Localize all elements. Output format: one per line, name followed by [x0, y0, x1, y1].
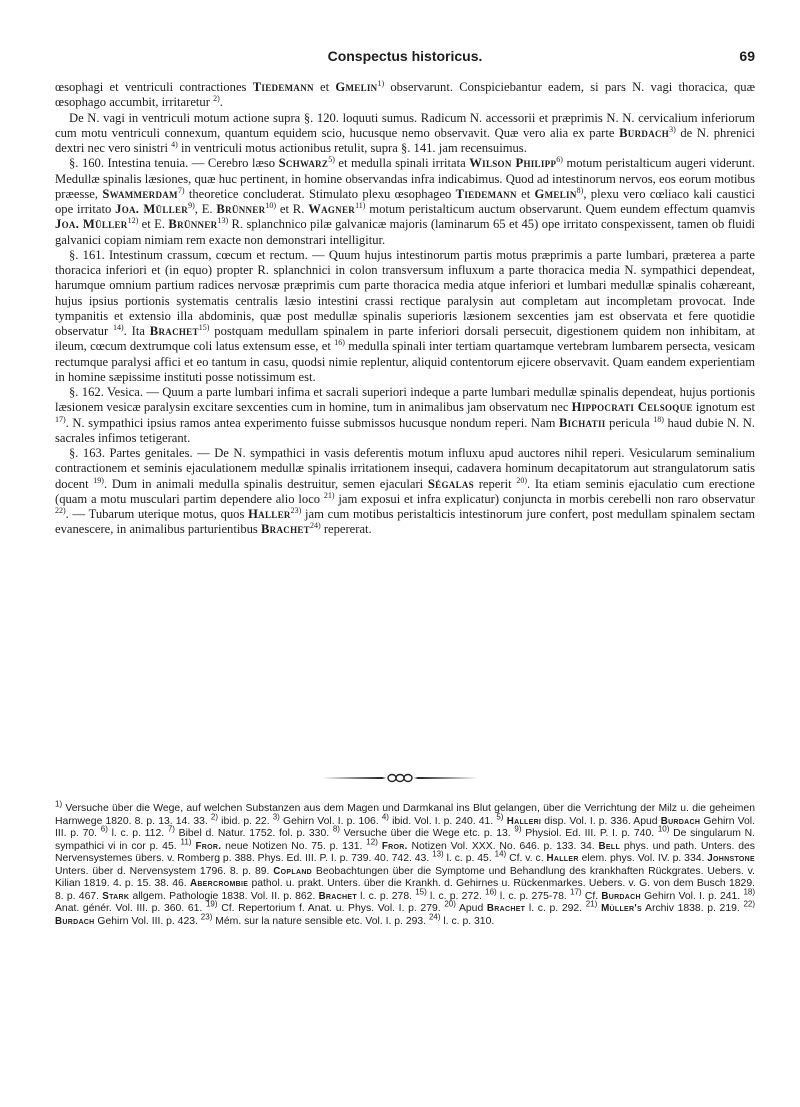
- footnote-ref: 13): [432, 849, 444, 859]
- author-name: Schwarz: [278, 156, 329, 171]
- footnote-ref: 15): [415, 887, 427, 897]
- text-run: . Ita etiam seminis ejaculatio cum erectione (quam a motu musculari partim dependere alio loco: [55, 476, 755, 506]
- footnote-ref: 4): [171, 139, 178, 149]
- author-name: Bichatii: [558, 415, 606, 430]
- footnote-ref: 1): [55, 799, 63, 809]
- text-run: Cf. v. c.: [506, 853, 547, 864]
- footnote-ref: 7): [167, 824, 175, 834]
- text-run: œsophagi et ventriculi contractiones: [55, 80, 253, 94]
- author-name: Bell: [598, 840, 621, 852]
- author-name: Haller: [248, 507, 291, 521]
- author-name: Brachet: [149, 324, 199, 338]
- footnote-ref: 18): [743, 887, 755, 897]
- text-run: De N. vagi in ventriculi motum actione supra §. 120. loquuti sumus. Radicum N. accessorii et præprimis N. N. cervicalium inferiorum cum motu ventriculi connexum, quantum equidem scio, hucusque nemo observavit. Quæ vero alia ex parte: [55, 110, 755, 140]
- footnote-ref: 3): [669, 124, 676, 134]
- author-name: Joa. Müller: [115, 202, 189, 216]
- text-run: Bibel d. Natur. 1752. fol. p. 330.: [174, 828, 333, 839]
- footnote-ref: 10): [657, 824, 670, 834]
- text-run: l. c. p. 310.: [440, 915, 495, 927]
- footnote-ref: 9): [188, 200, 195, 210]
- author-name: Burdach: [660, 815, 701, 827]
- text-run: . N. sympathici ipsius ramos antea experimento fuisse submissos hucusque nondum reperi. Nam: [65, 415, 559, 430]
- footnote-ref: 20): [444, 899, 456, 909]
- text-run: De singularum N. sympathici vi in cor p. 45.: [55, 828, 755, 852]
- text-run: , plexu vero cœliaco kali caustici ope irritato: [55, 186, 755, 216]
- footnote-ref: 21): [323, 490, 335, 500]
- footnote-ref: 21): [585, 899, 598, 909]
- running-header: [55, 48, 755, 68]
- footnote-ref: 5): [496, 812, 504, 822]
- footnote-ref: 15): [198, 322, 210, 332]
- footnote-ref: 6): [556, 155, 563, 165]
- text-run: neue Notizen No. 75. p. 131.: [221, 840, 367, 852]
- footnote-ref: 1): [377, 78, 385, 88]
- footnote-ref: 2): [210, 812, 219, 822]
- footnote-ref: 5): [328, 155, 335, 165]
- author-name: Joa. Müller: [55, 217, 128, 232]
- footnote-ref: 19): [93, 475, 104, 485]
- footnote-ref: 8): [576, 185, 584, 195]
- text-run: postquam medullam spinalem in parte inferiori dorsali persecuit, digestionem quidem non inhibitam, at ileum, cœcum dextrumque coli latus extensum esse, et: [55, 324, 755, 354]
- text-run: et R.: [276, 202, 309, 216]
- footnote-ref: 8): [332, 824, 340, 834]
- text-run: allgem. Pathologie 1838. Vol. II. p. 862.: [129, 890, 319, 902]
- author-name: Haller: [546, 853, 579, 864]
- text-run: ibid. Vol. I. p. 240. 41.: [388, 815, 497, 827]
- text-run: l. c. p. 45.: [443, 853, 495, 864]
- footnote-ref: 12): [366, 837, 378, 847]
- footnote-ref: 12): [127, 216, 139, 226]
- footnote-ref: 23): [290, 505, 302, 515]
- text-run: Anat. génér. Vol. III. p. 360. 61.: [55, 903, 206, 914]
- author-name: Wilson Philipp: [469, 156, 557, 171]
- text-run: ibid. p. 22.: [218, 815, 273, 827]
- paragraph: [55, 446, 755, 538]
- footnote-ref: 22): [55, 505, 66, 515]
- divider-ornament-icon: [320, 773, 480, 783]
- footnote-ref: 7): [177, 185, 185, 195]
- author-name: Halleri: [503, 815, 542, 827]
- text-run: l. c. p. 292.: [525, 903, 586, 914]
- text-run: motum peristalticum auctum observarunt. Quem eundem effectum quamvis: [365, 202, 755, 216]
- text-run: §. 160. Intestina tenuia. — Cerebro læso: [69, 156, 279, 171]
- author-name: Burdach: [601, 890, 641, 902]
- footnote-ref: 17): [570, 887, 582, 897]
- author-name: Wagner: [308, 202, 356, 216]
- text-run: , E.: [194, 202, 217, 216]
- page-number: 69: [739, 48, 755, 64]
- text-run: .: [219, 95, 223, 110]
- text-run: Cf.: [581, 890, 602, 902]
- footnote-ref: 20): [516, 475, 527, 485]
- text-run: jam exposui et infra explicatur) conjuncta in morbis cerebelli non raro observatur: [334, 491, 756, 506]
- footnote-ref: 19): [205, 899, 218, 909]
- text-run: Gehirn Vol. I. p. 106.: [279, 815, 382, 827]
- main-text: [55, 80, 755, 538]
- footnote-ref: 11): [180, 837, 192, 847]
- author-name: Abercrombie: [189, 878, 249, 889]
- text-run: . Ita: [123, 324, 150, 338]
- paragraph: [55, 156, 755, 248]
- text-run: Cf. Repertorium f. Anat. u. Phys. Vol. I. p. 279.: [217, 903, 445, 914]
- footnote-ref: 22): [743, 899, 756, 909]
- text-run: l. c. p. 275-78.: [496, 890, 571, 902]
- text-run: de N. phrenici dextri nec vero sinistri: [55, 125, 756, 155]
- text-run: Gehirn Vol. I. p. 241.: [640, 890, 744, 902]
- author-name: Brünner: [216, 202, 266, 216]
- text-run: §. 161. Intestinum crassum, cœcum et rectum. — Quum hujus intestinorum partis motus præprimis a parte lumbari, præterea a parte thoracica inferiori et (in equo) propter R. splanchnici in colon transversum influxum a parte thoracica media N. sympathici dependeat, harumque omnium partium radices nervosæ præprimis cum parte thoracica media atque inferiori et lumbari medullæ spinalis cohæreant, hujus ipsius portionis systematis centralis læsio intestini crassi rectique paralysin aut completam aut incompletam provocat. Inde tympanitis et extensio illa abdominis, quæ post medullæ spinalis superioris læsionem sexcenties jam est observata et fere quotidie observatur: [55, 247, 755, 338]
- author-name: Fror.: [191, 840, 222, 852]
- text-run: repererat.: [320, 522, 372, 537]
- footnote-ref: 18): [653, 414, 664, 424]
- author-name: Gmelin: [534, 186, 577, 201]
- paragraph: [55, 80, 755, 111]
- footnote-ref: 9): [514, 824, 522, 834]
- footnote-ref: 6): [100, 824, 108, 834]
- text-run: et E.: [138, 217, 169, 232]
- text-run: et: [516, 186, 535, 201]
- author-name: Tiedemann: [455, 186, 517, 201]
- text-run: pericula: [605, 415, 654, 430]
- text-run: §. 162. Vesica. — Quum a parte lumbari infima et sacrali superiori indeque a parte lumbari medullæ spinalis dependeat, hujus portionis læsionem vesicæ paralysin excitare sexcenties cum in homine, tum in animalibus jam observatum nec: [55, 385, 755, 415]
- author-name: Johnstone: [707, 853, 755, 864]
- footnote-ref: 16): [334, 338, 345, 348]
- text-run: Gehirn Vol. III. p. 70.: [55, 815, 755, 839]
- author-name: Müller's: [597, 903, 642, 914]
- author-name: Swammerdam: [102, 186, 178, 201]
- text-run: reperit: [474, 476, 517, 491]
- paragraph: [55, 248, 755, 385]
- author-name: Brünner: [168, 217, 218, 232]
- text-run: Archiv 1838. p. 219.: [641, 903, 744, 914]
- text-run: Unters. über d. Nervensystem 1796. 8. p. 89.: [55, 865, 274, 877]
- text-run: . Dum in animali medulla spinalis destruitur, semen ejaculari: [103, 476, 428, 491]
- text-run: §. 163. Partes genitales. — De N. sympathici in vasis deferentis motum influxu apud auctores nihil reperi. Vesicularum seminalium contractionem et seminis ejaculationem medullæ spinalis irritationem insequi, cadavera hominum decapitatorum aut strangulatorum satis docent: [55, 446, 755, 491]
- text-run: jam cum motibus peristalticis intestinorum jure confert, post medullam spinalem sectam evanescere, in animalibus parturientibus: [55, 507, 755, 537]
- footnote-ref: 3): [272, 812, 280, 822]
- text-run: l. c. p. 112.: [107, 828, 168, 839]
- author-name: Hippocrati Celsoque: [571, 400, 693, 415]
- text-run: motum peristalticum augeri viderunt. Medullæ spinalis læsiones, quæ huc pertinent, in homine observandas infra indicabimus. Quod ad intestinorum nervos, eos eorum motibus præesse,: [55, 156, 755, 201]
- author-name: Stark: [102, 890, 130, 902]
- author-name: Fror.: [377, 840, 408, 852]
- footnote-ref: 17): [55, 414, 66, 424]
- text-run: medulla spinali inter tertiam quartamque vertebram lumbarem persecta, vesicam rectumque paralysi affici et eo tantum in casu, quodsi nimie replentur, aliquid contentorum ejicere observavit. Quam eandem experientiam in homine sæpissime instituti posse notissimum est.: [55, 339, 755, 384]
- text-run: l. c. p. 278.: [356, 890, 416, 902]
- footnote-ref: 24): [310, 521, 321, 531]
- text-run: et: [313, 80, 336, 94]
- text-run: elem. phys. Vol. IV. p. 334.: [578, 853, 708, 864]
- footnote-ref: 4): [381, 812, 389, 822]
- paragraph: [55, 385, 755, 446]
- text-run: pathol. u. prakt. Unters. über die Krankh. d. Gehirnes u. Rückenmarkes. Uebers. v. G. von dem Busch 1829. 8. p. 467.: [55, 878, 755, 902]
- text-run: Gehirn Vol. III. p. 423.: [94, 915, 201, 927]
- text-run: l. c. p. 272.: [426, 890, 486, 902]
- author-name: Copland: [273, 865, 313, 877]
- author-name: Brachet: [486, 903, 526, 914]
- author-name: Burdach: [619, 125, 670, 140]
- author-name: Gmelin: [335, 80, 378, 94]
- footnote-ref: 14): [113, 322, 124, 332]
- text-run: Apud: [455, 903, 487, 914]
- text-run: Mém. sur la nature sensible etc. Vol. I. p. 293.: [212, 915, 429, 927]
- author-name: Ségalas: [427, 476, 474, 491]
- footnote-ref: 23): [200, 912, 213, 922]
- footnote-ref: 13): [217, 216, 229, 226]
- footnote-ref: 24): [428, 912, 441, 922]
- text-run: disp. Vol. I. p. 336. Apud: [541, 815, 661, 827]
- text-run: observarunt. Conspiciebantur eadem, si pars N. vagi thoracica, quæ œsophago accumbit, irritaretur: [55, 80, 755, 110]
- text-run: Versuche über die Wege, auf welchen Substanzen aus dem Magen und Darmkanal ins Blut gelangen, über die Verrichtung der Milz u. die geheimen Harnwege 1820. 8. p. 13. 14. 33.: [55, 803, 755, 827]
- author-name: Tiedemann: [252, 80, 314, 94]
- footnote-ref: 11): [355, 200, 366, 210]
- text-run: Versuche über die Wege etc. p. 13.: [339, 828, 515, 839]
- footnote-ref: 2): [213, 94, 220, 104]
- text-run: theoretice concluderat. Stimulato plexu œsophageo: [184, 186, 456, 201]
- paragraph: [55, 111, 755, 157]
- text-run: . — Tubarum uterique motus, quos: [65, 507, 249, 521]
- text-run: R. splanchnico pilæ galvanicæ majoris (laminarum 65 et 45) ope irritato conspexissent, tamen ob fluidi galvanici copiam nimiam rem exacte non demonstrari intelligitur.: [55, 217, 755, 247]
- text-run: et medulla spinali irritata: [334, 156, 470, 171]
- footnote-ref: 14): [494, 849, 507, 859]
- text-run: Physiol. Ed. III. P. I. p. 740.: [521, 828, 658, 839]
- running-title: Conspectus historicus.: [327, 48, 483, 64]
- author-name: Brachet: [318, 890, 357, 902]
- footnotes: [55, 799, 756, 928]
- text-run: ignotum est: [692, 400, 755, 415]
- footnote-ref: 10): [265, 200, 277, 210]
- text-run: haud dubie N. N. sacrales infimos tetigerant.: [55, 415, 755, 445]
- text-run: Notizen Vol. XXX. No. 646. p. 133. 34.: [407, 840, 599, 852]
- text-run: in ventriculi motus actionibus retulit, supra §. 141. jam recensuimus.: [177, 141, 527, 155]
- footnote-ref: 16): [485, 887, 497, 897]
- author-name: Burdach: [55, 915, 95, 927]
- text-run: phys. und path. Unters. des Nervensystemes übers. v. Romberg p. 388. Phys. Ed. III. P. I. p. 739. 40. 742. 43.: [55, 840, 755, 864]
- author-name: Brachet: [260, 522, 310, 537]
- text-run: Beobachtungen über die Symptome und Behandlung des krankhaften Rückgrates. Uebers. v. Kilian 1819. 4. p. 15. 38. 46.: [55, 865, 755, 889]
